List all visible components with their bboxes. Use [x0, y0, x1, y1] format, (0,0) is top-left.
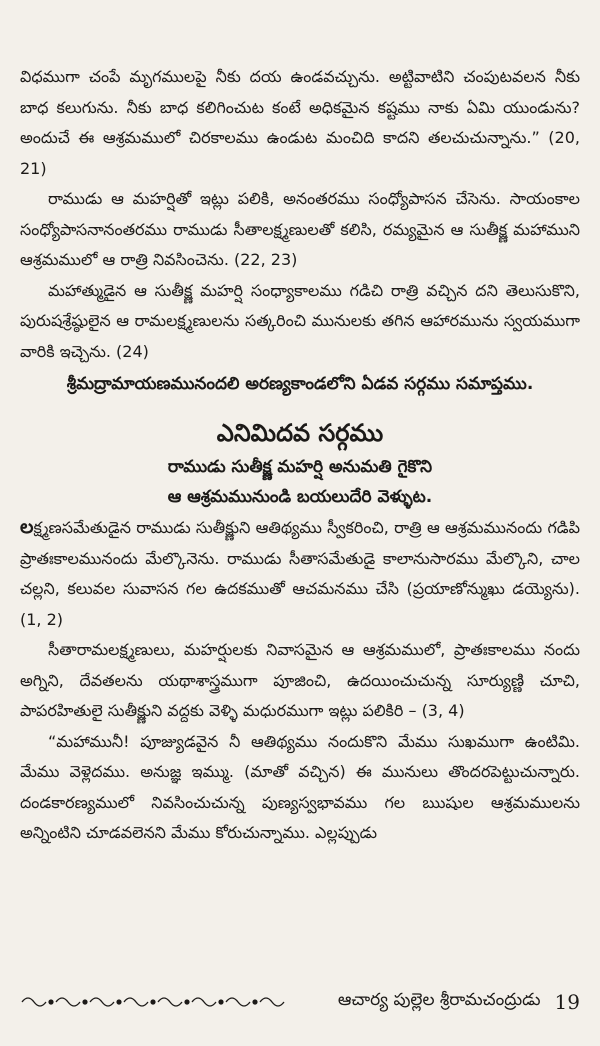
first-paragraph: [20, 512, 580, 635]
drop-cap: ల: [20, 516, 34, 538]
sarga-subtitle-line-2: ఆ ఆశ్రమమునుండి బయలుదేరి వెళ్ళుట.: [167, 487, 433, 507]
paragraph: “మహామునీ! పూజ్యుడవైన నీ ఆతిథ్యము నందుకొని మేము సుఖముగా ఉంటిమి. మేము వెళ్లెదము. అనుజ్ఞ ఇమ్ము. (మాతో వచ్చిన) ఈ మునులు తొందరపెట్టుచున్నారు. దండకారణ్యములో నివసించుచున్న పుణ్యస్వభావము గల ఋషుల ఆశ్రమములను అన్నింటిని చూడవలెనని మేము కోరుచున్నాము. ఎల్లప్పుడు: [20, 731, 580, 842]
paragraph: మహాత్ముడైన ఆ సుతీక్ష్ణ మహర్షి సంధ్యాకాలము గడిచి రాత్రి వచ్చిన దని తెలుసుకొని, పురుషశ్రేష్ఠులైన ఆ రామలక్ష్మణులను సత్కరించి మునులకు తగిన ఆహారమును స్వయముగా వారికి ఇచ్చెను. (24): [20, 280, 580, 361]
footer-right: [338, 990, 580, 1014]
paragraph: సీతారామలక్ష్మణులు, మహర్షులకు నివాసమైన ఆ ఆశ్రమములో, ప్రాతఃకాలము నందు అగ్నిని, దేవతలను యథాశాస్త్రముగా పూజించి, ఉదయించుచున్న సూర్యుణ్ణి చూచి, పాపరహితులై సుతీక్ష్ణుని వద్దకు వెళ్ళి మధురముగా ఇట్లు పలికిరి – (3, 4): [20, 640, 580, 720]
first-paragraph-text: క్ష్మణసమేతుడైన రాముడు సుతీక్ష్ణుని ఆతిథ్యము స్వీకరించి, రాత్రి ఆ ఆశ్రమమునందు గడిపి ప్రాతఃకాలమునందు మేల్కొనెను. రాముడు సీతాసమేతుడై కాలానుసారము మేల్కొని, చాల చల్లని, కలువల సువాసన గల ఉదకముతో ఆచమనము చేసి (ప్రయాణోన్ముఖు డయ్యెను). (1, 2): [20, 518, 580, 629]
page-body: [20, 62, 580, 849]
sarga-colophon: శ్రీమద్రామాయణమునందలి అరణ్యకాండలోని ఏడవ సర్గము సమాప్తము.: [66, 374, 534, 394]
sarga-subtitle-line-1: రాముడు సుతీక్ష్ణ మహర్షి అనుమతి గైకొని: [167, 457, 433, 477]
footer-author: ఆచార్య పుల్లెల శ్రీరామచంద్రుడు: [337, 990, 541, 1010]
sarga-heading: ఎనిమిదవ సర్గము: [216, 418, 384, 447]
page-footer: [20, 985, 580, 1019]
page-number: 19: [554, 990, 580, 1014]
ornament-border-icon: [20, 993, 288, 1011]
paragraph-continued: విధముగా చంపే మృగములపై నీకు దయ ఉండవచ్చును. అట్టివాటిని చంపుటవలన నీకు బాధ కలుగును. నీకు బాధ కలిగించుట కంటే అధికమైన కష్టము నాకు ఏమి యుండును? అందుచే ఈ ఆశ్రమములో చిరకాలము ఉండుట మంచిది కాదని తలచుచున్నాను.” (20, 21): [20, 67, 580, 178]
paragraph: రాముడు ఆ మహర్షితో ఇట్లు పలికి, అనంతరము సంధ్యోపాసన చేసెను. సాయంకాల సంధ్యోపాసనానంతరము రాముడు సీతాలక్ష్మణులతో కలిసి, రమ్యమైన ఆ సుతీక్ష్ణ మహాముని ఆశ్రమములో ఆ రాత్రి నివసించెను. (22, 23): [20, 189, 580, 269]
